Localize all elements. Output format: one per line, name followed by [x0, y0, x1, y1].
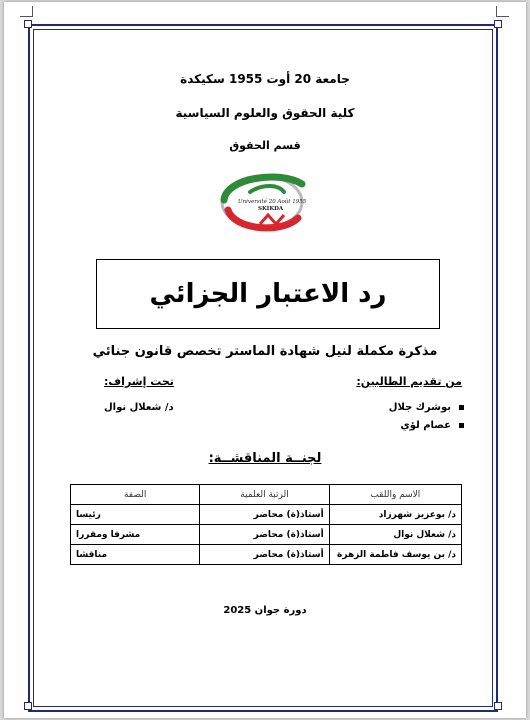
member-name: د/ بوعزيز شهرزاد — [329, 505, 461, 525]
logo-text-line1: Université 20 Août 1955 — [238, 199, 307, 205]
member-rank: أستاذ(ة) محاضر — [200, 545, 329, 565]
table-row — [71, 505, 462, 525]
logo-text-line2: SKIKDA — [258, 206, 284, 212]
committee-heading: لجنــة المناقشــة: — [208, 451, 322, 466]
student-name: عصام لؤي — [400, 420, 451, 431]
bullet-icon — [459, 423, 464, 428]
table-header-row — [71, 485, 462, 505]
member-rank: أستاذ(ة) محاضر — [200, 505, 329, 525]
faculty-name: كلية الحقوق والعلوم السياسية — [175, 106, 355, 120]
session-date: دورة جوان 2025 — [223, 605, 307, 616]
member-name: د/ بن يوسف فاطمة الزهرة — [329, 545, 461, 565]
column-header: الاسم واللقب — [329, 485, 461, 505]
supervisor-heading: تحت إشراف: — [104, 375, 174, 388]
table-row — [71, 525, 462, 545]
student-item — [389, 402, 464, 413]
department-name: قسم الحقوق — [229, 139, 301, 152]
supervisor-name: د/ شعلال نوال — [104, 402, 174, 413]
students-heading: من تقديم الطالبين: — [356, 375, 462, 388]
university-name: جامعة 20 أوت 1955 سكيكدة — [180, 72, 350, 86]
member-rank: أستاذ(ة) محاضر — [200, 525, 329, 545]
table-row — [71, 545, 462, 565]
memo-subtitle: مذكرة مكملة لنيل شهادة الماستر تخصص قانون جنائي — [92, 344, 438, 359]
member-role: رئيسا — [71, 505, 200, 525]
student-name: بوشرك جلال — [388, 402, 451, 413]
bullet-icon — [459, 405, 464, 410]
document-page — [4, 2, 526, 718]
committee-table — [70, 484, 462, 565]
column-header: الرتبة العلمية — [200, 485, 329, 505]
member-role: مناقشا — [71, 545, 200, 565]
student-item — [401, 420, 464, 431]
title-box — [96, 259, 440, 329]
column-header: الصفة — [71, 485, 200, 505]
member-name: د/ شعلال نوال — [329, 525, 461, 545]
university-logo-icon — [210, 170, 326, 236]
thesis-title: رد الاعتبار الجزائي — [149, 279, 387, 309]
member-role: مشرفا ومقررا — [71, 525, 200, 545]
